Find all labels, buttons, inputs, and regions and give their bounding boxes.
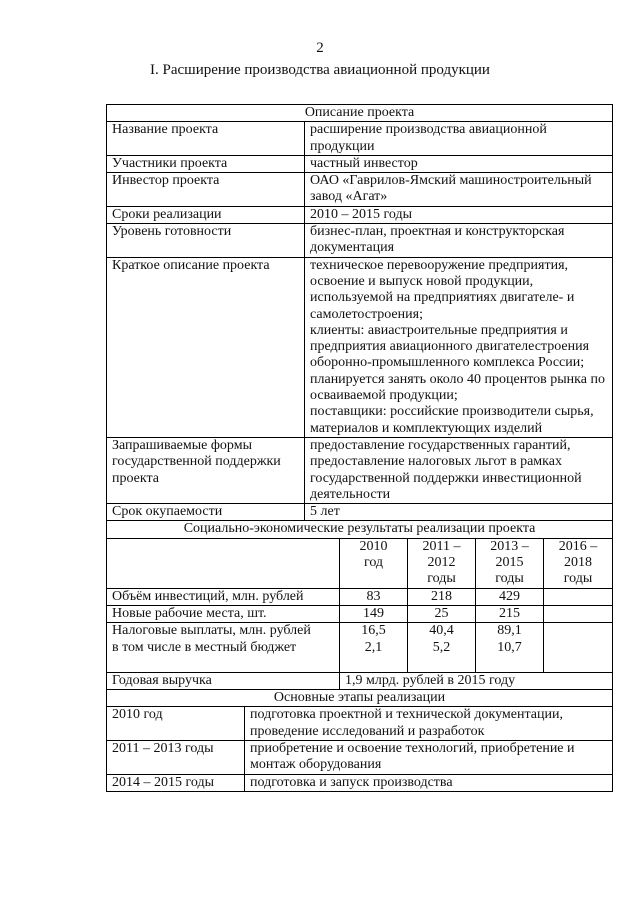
row-value: 5 лет	[305, 504, 613, 521]
text-line: 40,4	[429, 623, 454, 639]
table-row	[107, 173, 613, 207]
table-cell: 218	[408, 588, 476, 605]
stage-period: 2011 – 2013 годы	[107, 740, 245, 774]
text-line: 89,1	[497, 623, 522, 639]
period-header	[408, 538, 476, 588]
row-label: Объём инвестиций, млн. рублей	[107, 588, 340, 605]
text-line: 16,5	[361, 623, 386, 639]
table-row	[107, 774, 613, 791]
page-number: 2	[316, 40, 324, 56]
table-row	[107, 155, 613, 172]
text-line: год	[363, 555, 384, 571]
section-title: I. Расширение производства авиационной продукции	[150, 62, 490, 78]
table-row	[107, 257, 613, 437]
period-header	[476, 538, 544, 588]
table-row	[107, 206, 613, 223]
text-line: клиенты: авиастроительные предприятия и предприятия авиационного двигателестроения оборонно-промышленного комплекса России;	[310, 322, 590, 371]
row-label: Срок окупаемости	[107, 504, 305, 521]
table-cell: 215	[476, 605, 544, 622]
table-cell	[476, 623, 544, 673]
revenue-value: 1,9 млрд. рублей в 2015 году	[340, 672, 613, 689]
table-row	[107, 690, 613, 707]
text-line: 2012	[427, 555, 456, 571]
table-cell: 149	[340, 605, 408, 622]
text-line: 2013 –	[490, 538, 529, 554]
text-line: 5,2	[432, 639, 451, 655]
stage-description: подготовка проектной и технической документации, проведение исследований и разработок	[245, 707, 613, 741]
table-cell	[544, 588, 613, 605]
table-row	[107, 672, 613, 689]
description-header: Описание проекта	[107, 105, 613, 122]
row-label: Название проекта	[107, 122, 305, 156]
period-header	[544, 538, 613, 588]
row-label: Запрашиваемые формы государственной поддержки проекта	[107, 437, 305, 503]
text-line: в том числе в местный бюджет	[112, 639, 297, 655]
table-cell: 83	[340, 588, 408, 605]
table-row	[107, 122, 613, 156]
period-header	[340, 538, 408, 588]
text-line: годы	[495, 571, 524, 587]
text-line: 2010	[359, 538, 388, 554]
table-row	[107, 105, 613, 122]
stage-description: подготовка и запуск производства	[245, 774, 613, 791]
text-line: годы	[427, 571, 456, 587]
table-cell	[408, 623, 476, 673]
row-value: предоставление государственных гарантий, предоставление налоговых льгот в рамках государственной поддержки инвестиционной деятельности	[305, 437, 613, 503]
table-cell	[544, 605, 613, 622]
text-line: поставщики: российские производители сырья, материалов и комплектующих изделий	[310, 404, 594, 436]
table-row	[107, 605, 613, 622]
stages-header: Основные этапы реализации	[107, 690, 613, 707]
stage-description: приобретение и освоение технологий, приобретение и монтаж оборудования	[245, 740, 613, 774]
stage-period: 2010 год	[107, 707, 245, 741]
row-label: Сроки реализации	[107, 206, 305, 223]
text-line: планируется занять около 40 процентов рынка по осваиваемой продукции;	[310, 371, 605, 404]
table-cell: 25	[408, 605, 476, 622]
row-value: частный инвестор	[305, 155, 613, 172]
text-line: техническое перевооружение предприятия, освоение и выпуск новой продукции, используемой на предприятиях двигателе- и самолетостроения;	[310, 257, 575, 322]
results-table	[106, 520, 613, 690]
table-row	[107, 707, 613, 741]
period-header-blank	[107, 538, 340, 588]
stages-table	[106, 689, 613, 792]
row-label	[107, 623, 340, 673]
text-line: Налоговые выплаты, млн. рублей	[112, 623, 311, 639]
table-row	[107, 437, 613, 503]
row-value: бизнес-план, проектная и конструкторская документация	[305, 224, 613, 258]
row-value: ОАО «Гаврилов-Ямский машиностроительный завод «Агат»	[305, 173, 613, 207]
text-line: 2018	[564, 555, 593, 571]
table-cell	[544, 623, 613, 673]
table-row	[107, 740, 613, 774]
results-header: Социально-экономические результаты реализации проекта	[107, 521, 613, 538]
table-row	[107, 538, 613, 588]
row-value: 2010 – 2015 годы	[305, 206, 613, 223]
row-label: Участники проекта	[107, 155, 305, 172]
text-line: 2011 –	[422, 538, 461, 554]
table-cell	[340, 623, 408, 673]
project-passport	[106, 104, 612, 792]
table-row	[107, 588, 613, 605]
row-label: Краткое описание проекта	[107, 257, 305, 437]
row-value: расширение производства авиационной продукции	[305, 122, 613, 156]
table-row	[107, 504, 613, 521]
text-line: годы	[563, 571, 593, 587]
table-row	[107, 224, 613, 258]
stage-period: 2014 – 2015 годы	[107, 774, 245, 791]
row-label: Новые рабочие места, шт.	[107, 605, 340, 622]
project-description-table	[106, 104, 613, 521]
revenue-label: Годовая выручка	[107, 672, 340, 689]
text-line: 2016 –	[558, 538, 598, 554]
text-line: 2,1	[364, 639, 383, 655]
row-label: Уровень готовности	[107, 224, 305, 258]
table-row	[107, 521, 613, 538]
row-value	[305, 257, 613, 437]
row-label: Инвестор проекта	[107, 173, 305, 207]
text-line: 10,7	[497, 639, 522, 655]
table-cell: 429	[476, 588, 544, 605]
text-line: 2015	[495, 555, 524, 571]
table-row	[107, 623, 613, 673]
